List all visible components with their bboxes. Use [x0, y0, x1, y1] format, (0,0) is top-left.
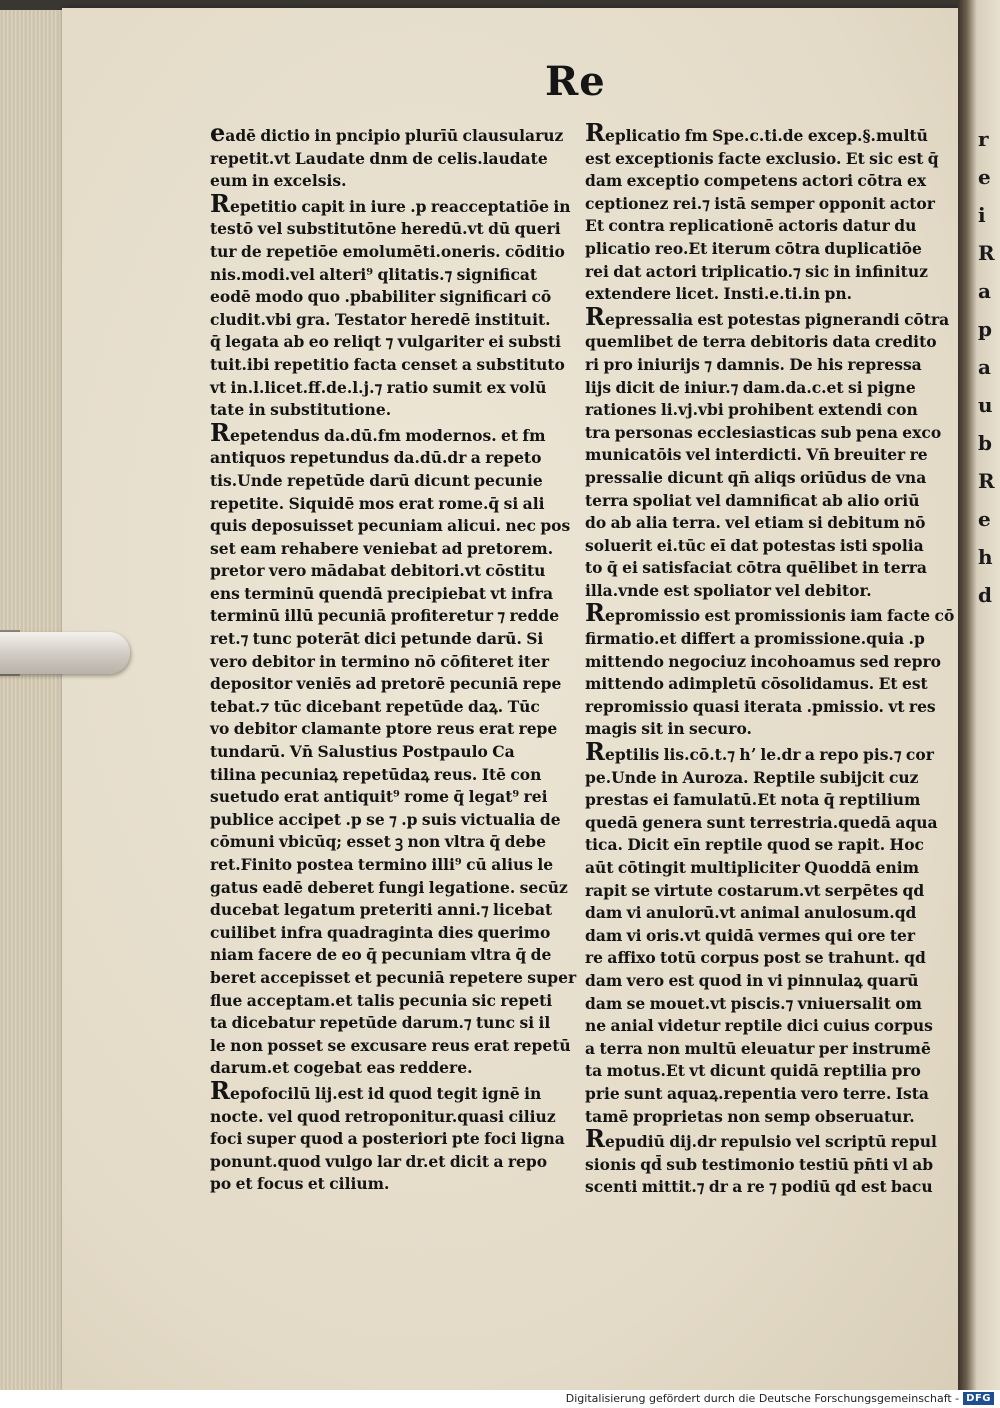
text-line: ta motus.Et vt dicunt quidā reptilia pro [585, 1061, 921, 1081]
text-line: dam vi anulorū.vt animal anulosum.qd [585, 903, 917, 923]
text-line: ne anial videtur reptile dici cuius corpus [585, 1016, 933, 1036]
text-line: Repofocilū lij.est id quod tegit ignē in [210, 1075, 542, 1105]
text-line: Repudiū dij.dr repulsio vel scriptū repul [585, 1124, 937, 1154]
text-line: beret accepisset et pecuniā repetere super [210, 967, 577, 987]
gutter-glyph: a [978, 355, 991, 379]
text-line: dam vi oris.vt quidā vermes qui ore ter [585, 925, 916, 945]
text-line: firmatio.et differt a promissione.quia .p [585, 629, 925, 649]
gutter-glyph: e [978, 507, 991, 531]
dictionary-entry [210, 417, 577, 1080]
gutter-glyph: r [978, 127, 989, 151]
text-line: depositor veniēs ad pretorē pecuniā repe [210, 674, 562, 694]
text-line: eodē modo quo .pbabiliter significari cō [210, 287, 552, 307]
text-line: eadē dictio in pncipio plurīū clausularuz [210, 118, 564, 147]
dictionary-entry [585, 598, 955, 741]
dictionary-entry [210, 1075, 570, 1196]
text-line: tundarū. Vn̄ Salustius Postpaulo Ca [210, 742, 515, 762]
gutter-glyph: p [978, 317, 992, 341]
text-line: foci super quod a posteriori pte foci ligna [210, 1129, 565, 1149]
text-line: tica. Dicit eīn reptile quod se rapit. Hoc [585, 835, 924, 855]
gutter-glyph: d [978, 583, 992, 607]
dictionary-entry [210, 188, 571, 422]
text-line: mittendo adimpletū cōsolidamus. Et est [585, 674, 928, 694]
text-line: ducebat legatum preteriti anni.⁊ licebat [210, 900, 553, 920]
text-line: eum in excelsis. [210, 171, 347, 191]
page-clamp [0, 632, 130, 674]
text-line: ret.⁊ tunc poterāt dici petunde darū. Si [210, 629, 544, 649]
text-line: lijs dicit de iniur.⁊ dam.da.c.et si pigne [585, 377, 916, 397]
dictionary-entry [585, 301, 950, 603]
text-line: Replicatio fm Spe.c.ti.de excep.§.multū [585, 118, 928, 147]
dictionary-entry [210, 118, 570, 193]
text-line: Repetitio capit in iure .p reacceptatiōe in [210, 188, 571, 218]
text-line: le non posset se excusare reus erat repetū [210, 1035, 571, 1055]
text-line: re affixo totū corpus post se trahunt. qd [585, 948, 926, 968]
text-line: niam facere de eo q̄ pecuniam vltra q̄ de [210, 945, 552, 965]
text-line: sionis qd̄ sub testimonio testiū pn̄ti vl ab [585, 1154, 934, 1174]
dictionary-entry [585, 118, 939, 306]
text-line: to q̄ ei satisfaciat cōtra quēlibet in terra [585, 558, 927, 578]
text-line: plicatio reo.Et iterum cōtra duplicatiōe [585, 238, 922, 258]
text-line: q̄ legata ab eo reliqt ⁊ vulgariter ei substi [210, 332, 562, 352]
text-line: Reptilis lis.cō.t.⁊ hʼ le.dr a repo pis.⁊ cor [585, 737, 934, 767]
gutter-glyph: R [978, 469, 995, 493]
text-line: ri pro iniurijs ⁊ damnis. De his repressa [585, 354, 922, 374]
dfg-logo: DFG [963, 1392, 994, 1405]
text-line: quis deposuisset pecuniam alicui. nec pos [210, 516, 571, 536]
page-edge-stack [0, 10, 71, 1390]
text-line: quemlibet de terra debitoris data credito [585, 332, 937, 352]
text-line: nocte. vel quod retroponitur.quasi ciliuz [210, 1106, 556, 1126]
text-line: tebat.⁊ tūc dicebant repetūde daꝝ. Tūc [210, 696, 540, 716]
gutter-glyph: i [978, 203, 986, 227]
text-line: ret.Finito postea termino illi⁹ cū alius le [210, 855, 554, 874]
text-line: tis.Unde repetūde darū dicunt pecunie [210, 470, 543, 490]
text-line: municatōis vel interdicti. Vn̄ breuiter re [585, 445, 928, 465]
text-line: cludit.vbi gra. Testator heredē instituit. [210, 309, 551, 329]
text-line: set eam rehabere veniebat ad pretorem. [210, 538, 554, 558]
text-line: ponunt.quod vulgo lar dr.et dicit a repo [210, 1151, 548, 1171]
text-line: extendere licet. Insti.e.ti.in pn. [585, 284, 852, 304]
dictionary-entry [585, 1124, 937, 1199]
text-line: pretor vero mādabat debitori.vt cōstitu [210, 561, 546, 581]
text-line: repetit.vt Laudate dnm de celis.laudate [210, 148, 548, 168]
text-line: nis.modi.vel alteri⁹ qlitatis.⁊ significat [210, 264, 538, 284]
text-line: flue acceptam.et talis pecunia sic repeti [210, 990, 553, 1010]
left-text-column [210, 118, 577, 1196]
text-line: repromissio quasi iterata .pmissio. vt res [585, 696, 936, 716]
text-line: antiquos repetundus da.dū.dr a repeto [210, 448, 542, 468]
text-line: Repetendus da.dū.fm modernos. et fm [210, 417, 546, 447]
gutter-glyph: e [978, 165, 991, 189]
text-line: vo debitor clamante ptore reus erat repe [210, 719, 558, 739]
text-line: est exceptionis facte exclusio. Et sic est q̄ [585, 148, 939, 168]
text-line: rationes li.vj.vbi prohibent extendi con [585, 400, 918, 420]
text-line: Repromissio est promissionis iam facte cō [585, 598, 955, 628]
text-line: Et contra replicationē actoris datur du [585, 216, 917, 236]
text-line: tilina pecuniaꝝ repetūdaꝝ reus. Itē con [210, 764, 542, 784]
text-line: testō vel substitutōne heredū.vt dū queri [210, 219, 561, 239]
text-line: scenti mittit.⁊ dr a re ⁊ podiū qd est bacu [585, 1177, 933, 1197]
right-text-column [585, 118, 955, 1199]
gutter-glyph: a [978, 279, 991, 303]
text-line: tra personas ecclesiasticas sub pena exco [585, 422, 942, 442]
text-line: quedā genera sunt terrestria.quedā aqua [585, 812, 938, 832]
text-line: cōmuni vbicūq; esset ꝫ non vltra q̄ debe [210, 832, 547, 852]
text-line: tuit.ibi repetitio facta censet a substituto [210, 354, 565, 374]
text-line: vt in.l.licet.ff.de.l.j.⁊ ratio sumit ex volū [210, 377, 547, 397]
footer-bar [0, 1390, 1000, 1408]
text-line: dam vero est quod in vi pinnulaꝝ quarū [585, 970, 919, 990]
text-line: pe.Unde in Auroza. Reptile subijcit cuz [585, 767, 919, 787]
text-line: aūt cōtingit multipliciter Quoddā enim [585, 858, 920, 877]
text-line: darum.et cogebat eas reddere. [210, 1058, 473, 1078]
text-line: a terra non multū eleuatur per instrumē [585, 1038, 931, 1058]
text-line: magis sit in securo. [585, 719, 752, 739]
gutter-glyph: h [978, 545, 993, 569]
footer-credit: Digitalisierung gefördert durch die Deutsche Forschungsgemeinschaft - [565, 1392, 960, 1405]
text-line: vero debitor in termino nō cōfiteret iter [210, 651, 550, 671]
text-line: terra spoliat vel damnificat ab alio oriū [585, 490, 920, 510]
dictionary-entry [585, 737, 938, 1128]
text-line: ceptionez rei.⁊ istā semper opponit actor [585, 193, 935, 213]
text-line: ens terminū quendā precipiebat vt infra [210, 583, 553, 603]
text-line: tur de repetiōe emolumēti.oneris. cōditio [210, 241, 565, 261]
gutter-glyph: b [978, 431, 992, 455]
text-line: prestas ei famulatū.Et nota q̄ reptilium [585, 790, 921, 810]
facing-page-fragment [978, 120, 1000, 614]
text-line: terminū illū pecuniā profiteretur ⁊ redde [210, 606, 560, 626]
text-line: repetite. Siquidē mos erat rome.q̄ si ali [210, 493, 545, 513]
text-line: ta dicebatur repetūde darum.⁊ tunc si il [210, 1013, 551, 1033]
text-line: do ab alia terra. vel etiam si debitum nō [585, 513, 926, 533]
gutter-glyph: u [978, 393, 993, 417]
text-line: rapit se virtute costarum.vt serpētes qd [585, 880, 925, 900]
text-line: mittendo negociuz incohoamus sed repro [585, 651, 941, 671]
text-line: gatus eadē deberet fungi legatione. secūz [210, 877, 568, 897]
text-line: tate in substitutione. [210, 400, 392, 420]
text-line: dam exceptio competens actori cōtra ex [585, 171, 927, 191]
text-line: rei dat actori triplicatio.⁊ sic in infinituz [585, 261, 928, 281]
gutter-glyph: R [978, 241, 995, 265]
text-line: soluerit ei.tūc eī dat potestas isti spolia [585, 535, 924, 555]
text-line: cuilibet infra quadraginta dies querimo [210, 922, 551, 942]
running-head: Re [545, 58, 606, 105]
text-line: illa.vnde est spoliator vel debitor. [585, 580, 872, 600]
text-line: po et focus et cilium. [210, 1174, 390, 1194]
text-line: prie sunt aquaꝝ.repentia vero terre. Ista [585, 1083, 929, 1103]
text-line: tamē proprietas non semp obseruatur. [585, 1106, 915, 1126]
text-line: Repressalia est potestas pignerandi cōtra [585, 301, 950, 331]
text-line: suetudo erat antiquit⁹ rome q̄ legat⁹ rei [210, 787, 548, 807]
text-line: publice accipet .p se ⁊ .p suis victualia de [210, 809, 561, 829]
text-line: pressalie dicunt qn̄ aliqs oriūdus de vna [585, 467, 927, 487]
text-line: dam se mouet.vt piscis.⁊ vniuersalit om [585, 993, 922, 1013]
